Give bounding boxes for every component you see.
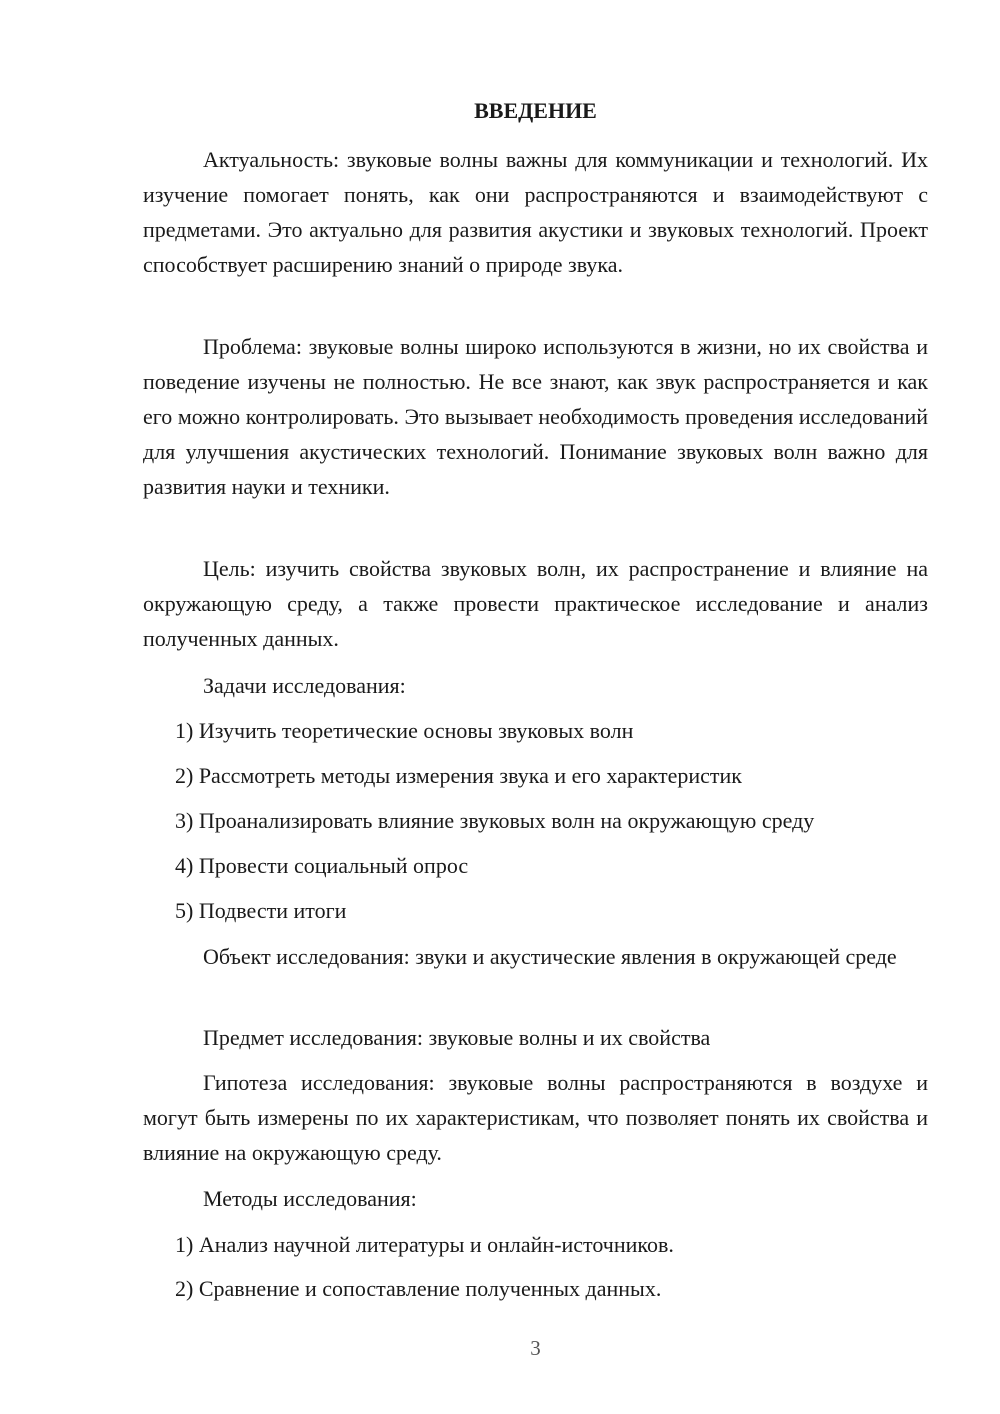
method-item: 1) Анализ научной литературы и онлайн-источников.: [175, 1232, 674, 1257]
methods-heading: Методы исследования:: [203, 1186, 417, 1211]
hypothesis-section: [143, 1065, 928, 1170]
methods-heading-block: [143, 1181, 928, 1216]
goal-paragraph: Цель: изучить свойства звуковых волн, их распространение и влияние на окружающую среду, а также провести практическое исследование и анализ полученных данных.: [143, 556, 928, 651]
problem-section: [143, 329, 928, 504]
goal-section: [143, 551, 928, 656]
task-item-5-block: [143, 893, 928, 928]
task-item: 5) Подвести итоги: [175, 898, 347, 923]
subject-section: [143, 1020, 928, 1055]
tasks-heading-block: [143, 668, 928, 703]
page-number: 3: [530, 1336, 541, 1360]
task-item-2-block: [143, 758, 928, 793]
relevance-paragraph: Актуальность: звуковые волны важны для коммуникации и технологий. Их изучение помогает понять, как они распространяются и взаимодействуют с предметами. Это актуально для развития акустики и звуковых технологий. Проект способствует расширению знаний о природе звука.: [143, 147, 928, 277]
method-item-2-block: [143, 1271, 928, 1306]
object-paragraph: Объект исследования: звуки и акустические явления в окружающей среде: [203, 944, 897, 969]
method-item: 2) Сравнение и сопоставление полученных данных.: [175, 1276, 662, 1301]
hypothesis-paragraph: Гипотеза исследования: звуковые волны распространяются в воздухе и могут быть измерены по их характеристикам, что позволяет понять их свойства и влияние на окружающую среду.: [143, 1070, 928, 1165]
task-item: 1) Изучить теоретические основы звуковых волн: [175, 718, 634, 743]
task-item: 4) Провести социальный опрос: [175, 853, 469, 878]
task-item-3-block: [143, 803, 928, 838]
task-item: 2) Рассмотреть методы измерения звука и его характеристик: [175, 763, 742, 788]
problem-paragraph: Проблема: звуковые волны широко используются в жизни, но их свойства и поведение изучены не полностью. Не все знают, как звук распространяется и как его можно контролировать. Это вызывает необходимость проведения исследований для улучшения акустических технологий. Понимание звуковых волн важно для развития науки и техники.: [143, 334, 928, 499]
task-item-4-block: [143, 848, 928, 883]
tasks-heading: Задачи исследования:: [203, 673, 406, 698]
object-section: [143, 939, 928, 974]
subject-paragraph: Предмет исследования: звуковые волны и их свойства: [203, 1025, 711, 1050]
method-item-1-block: [143, 1227, 928, 1262]
relevance-section: [143, 142, 928, 282]
task-item: 3) Проанализировать влияние звуковых волн на окружающую среду: [175, 808, 815, 833]
task-item-1-block: [143, 713, 928, 748]
page-title: ВВЕДЕНИЕ: [474, 98, 597, 123]
